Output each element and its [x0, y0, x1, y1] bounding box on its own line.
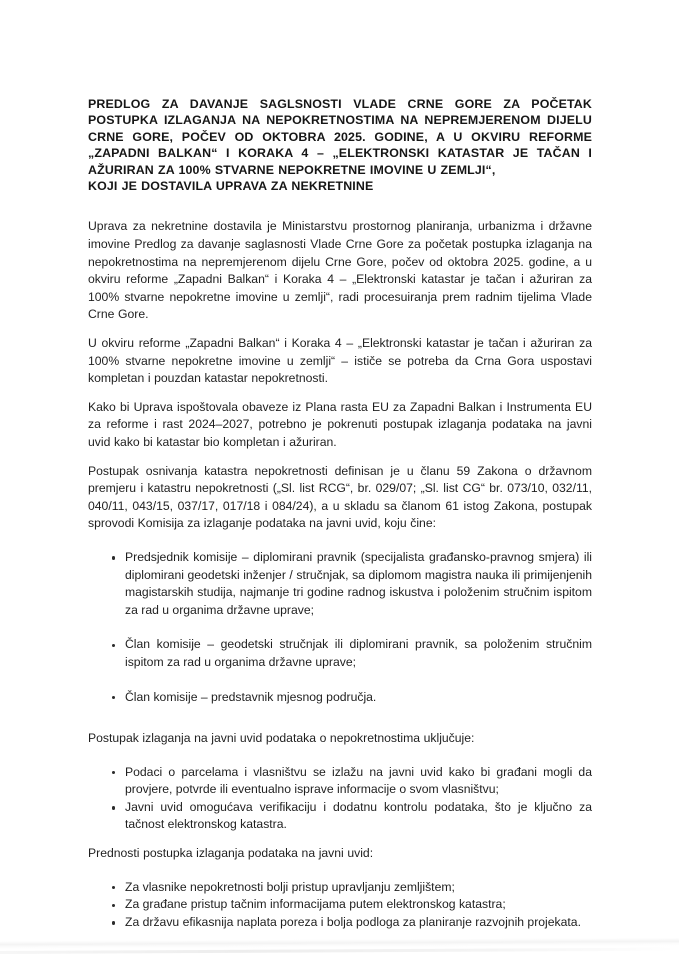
page-title [88, 0, 592, 194]
page-title-main: PREDLOG ZA DAVANJE SAGLSNOSTI VLADE CRNE GORE ZA POČETAK POSTUPKA IZLAGANJA NA NEPOKRETNOSTIMA NA NEPREMJERENOM DIJELU CRNE GORE, POČEV OD OKTOBRA 2025. GODINE, A U OKVIRU REFORME „ZAPADNI BALKAN“ I KORAKA 4 – „ELEKTRONSKI KATASTAR JE TAČAN I AŽURIRAN ZA 100% STVARNE NEPOKRETNE IMOVINE U ZEMLJI“, [88, 97, 592, 177]
spacer-after-title [88, 194, 592, 218]
commission-members-list [88, 549, 592, 706]
benefits-items-list [88, 879, 592, 932]
paragraph-benefits-heading: Prednosti postupka izlaganja podataka na javni uvid: [88, 846, 374, 861]
spacer-before-benefits-list [88, 863, 592, 879]
list-item: Podaci o parcelama i vlasništvu se izlažu na javni uvid kako bi građani mogli da provjere, potvrde ili eventualno isprave informacije o svom vlasništvu; [88, 764, 592, 799]
page-title-subline: KOJI JE DOSTAVILA UPRAVA ZA NEKRETNINE [88, 179, 374, 194]
list-item: Član komisije – predstavnik mjesnog područja. [88, 689, 592, 707]
document-content [88, 0, 592, 931]
paragraph-legal-basis: Postupak osnivanja katastra nepokretnosti definisan je u članu 59 Zakona o državnom premjeru i katastru nepokretnosti („Sl. list RCG“, br. 029/07; „Sl. list CG“ br. 073/10, 032/11, 040/11, 043/15, 037/17, 017/18 i 084/24), a u skladu sa članom 61 istog Zakona, postupak sprovodi Komisija za izlaganje podataka na javni uvid, koju čine: [88, 463, 592, 531]
list-item: Javni uvid omogućava verifikaciju i dodatnu kontrolu podataka, što je ključno za tačnost elektronskog katastra. [88, 799, 592, 834]
spacer-before-procedure [88, 706, 592, 730]
list-item: Predsjednik komisije – diplomirani pravnik (specijalista građansko-pravnog smjera) ili diplomirani geodetski inženjer / stručnjak, sa diplomom magistra nauka ili primijenjenih magistarskih studija, najmanje tri godine radnog iskustva i položenim stručnim ispitom za rad u organima državne uprave; [88, 549, 592, 619]
list-item: Za građane pristup tačnim informacijama putem elektronskog katastra; [88, 896, 592, 914]
spacer-before-procedure-list [88, 748, 592, 764]
paragraph-eu-growth-plan: Kako bi Uprava ispoštovala obaveze iz Plana rasta EU za Zapadni Balkan i Instrumenta EU za reforme i rast 2024–2027, potrebno je pokrenuti postupak izlaganja podataka na javni uvid kako bi katastar bio kompletan i ažuriran. [88, 399, 592, 449]
list-item: Član komisije – geodetski stručnjak ili diplomirani pravnik, sa položenim stručnim ispitom za rad u organima državne uprave; [88, 636, 592, 671]
list-item: Za državu efikasnija naplata poreza i bolja podloga za planiranje razvojnih projekata. [88, 914, 592, 932]
scan-page-edge [0, 938, 679, 949]
paragraph-intro: Uprava za nekretnine dostavila je Ministarstvu prostornog planiranja, urbanizma i državne imovine Predlog za davanje saglasnosti Vlade Crne Gore za početak postupka izlaganja na nepokretnostima na nepremjerenom dijelu Crne Gore, počev od oktobra 2025. godine, a u okviru reforme „Zapadni Balkan“ i Koraka 4 – „Elektronski katastar je tačan i ažuriran za 100% stvarne nepokretne imovine u zemlji“, radi procesuiranja prem radnim tijelima Vlade Crne Gore. [88, 219, 592, 322]
list-item: Za vlasnike nepokretnosti bolji pristup upravljanju zemljištem; [88, 879, 592, 897]
paragraph-reform-context: U okviru reforme „Zapadni Balkan“ i Koraka 4 – „Elektronski katastar je tačan i ažuriran za 100% stvarne nepokretne imovine u zemlji“ – ističe se potreba da Crna Gora uspostavi kompletan i pouzdan katastar nepokretnosti. [88, 336, 592, 386]
paragraph-procedure-heading: Postupak izlaganja na javni uvid podataka o nepokretnostima uključuje: [88, 731, 475, 746]
procedure-items-list [88, 764, 592, 834]
spacer-before-benefits [88, 834, 592, 845]
spacer-before-commission-list [88, 533, 592, 549]
scan-page-edge-shadow [0, 948, 679, 954]
